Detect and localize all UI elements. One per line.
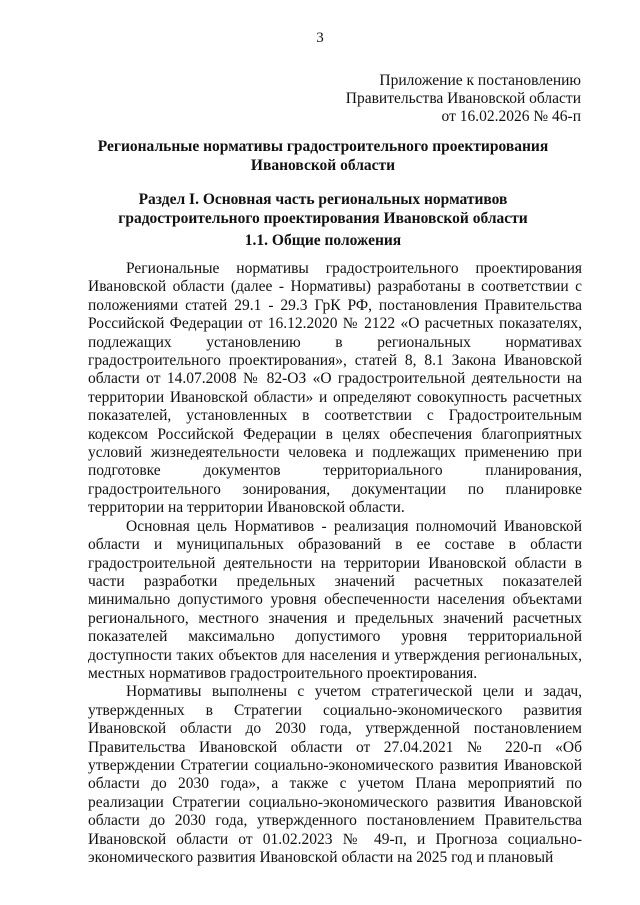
appendix-block bbox=[346, 72, 581, 126]
paragraph: Региональные нормативы градостроительного проектирования Ивановской области (далее - Нормативы) разработаны в соответствии с положениями статей 29.1 - 29.3 ГрК РФ, постановления Правительства Российской Федерации от 16.12.2020 № 2122 «О расчетных показателях, подлежащих установлению в региональных нормативах градостроительного проектирования», статей 8, 8.1 Закона Ивановской области от 14.07.2008 № 82-ОЗ «О градостроительной деятельности на территории Ивановской области» и определяют совокупность расчетных показателей, установленных в соответствии с Градостроительным кодексом Российской Федерации в целях обеспечения благоприятных условий жизнедеятельности человека и подлежащих применению при подготовке документов территориального планирования, градостроительного зонирования, документации по планировке территории на территории Ивановской области. bbox=[88, 260, 582, 517]
page-number: 3 bbox=[316, 30, 324, 46]
body-text bbox=[88, 260, 582, 867]
document-title bbox=[60, 137, 586, 175]
appendix-line: Приложение к постановлению bbox=[379, 72, 581, 89]
appendix-line: от 16.02.2026 № 46-п bbox=[441, 108, 581, 125]
paragraph: Нормативы выполнены с учетом стратегической цели и задач, утвержденных в Стратегии социально-экономического развития Ивановской области до 2030 года, утвержденной постановлением Правительства Ивановской области от 27.04.2021 № 220-п «Об утверждении Стратегии социально-экономического развития Ивановской области до 2030 года», а также с учетом Плана мероприятий по реализации Стратегии социально-экономического развития Ивановской области до 2030 года, утвержденного постановлением Правительства Ивановской области от 01.02.2023 № 49-п, и Прогноза социально-экономического развития Ивановской области на 2025 год и плановый bbox=[88, 683, 582, 866]
section-title-line: Раздел I. Основная часть региональных нормативов bbox=[138, 191, 508, 208]
subsection-title: 1.1. Общие положения bbox=[244, 232, 402, 249]
document-title-line: Ивановской области bbox=[250, 157, 396, 174]
document-title-line: Региональные нормативы градостроительного проектирования bbox=[97, 138, 549, 155]
paragraph: Основная цель Нормативов - реализация полномочий Ивановской области и муниципальных образований в ее составе в области градостроительной деятельности на территории Ивановской области в части разработки предельных значений расчетных показателей минимально допустимого уровня обеспеченности населения объектами регионального, местного значения и предельных значений расчетных показателей максимально допустимого уровня территориальной доступности таких объектов для населения и утверждения региональных, местных нормативов градостроительного проектирования. bbox=[88, 517, 582, 682]
section-title-line: градостроительного проектирования Ивановской области bbox=[118, 210, 528, 227]
appendix-line: Правительства Ивановской области bbox=[345, 90, 581, 107]
section-title bbox=[60, 190, 586, 228]
